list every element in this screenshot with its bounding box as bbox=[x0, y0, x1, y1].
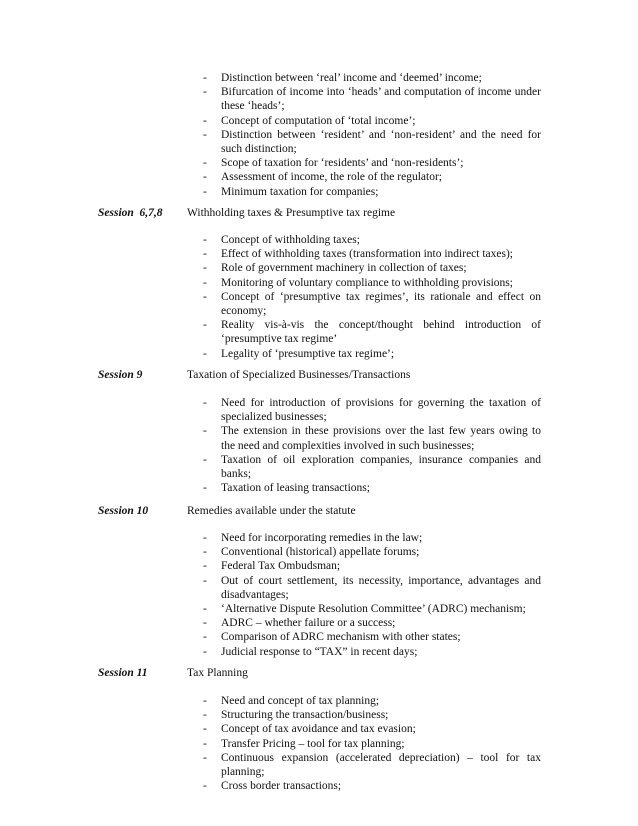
session-label: Session 11 bbox=[98, 667, 148, 679]
list-item: - Transfer Pricing – tool for tax planning; bbox=[203, 737, 405, 750]
dash-bullet: - bbox=[203, 574, 207, 587]
dash-bullet: - bbox=[203, 645, 207, 658]
list-item: - Concept of withholding taxes; bbox=[203, 234, 360, 246]
session-bullet-list bbox=[203, 396, 541, 495]
session-title: Taxation of Specialized Businesses/Transactions bbox=[187, 369, 411, 381]
list-item: - Continuous expansion (accelerated depreciation) – tool for tax planning; bbox=[203, 751, 541, 779]
list-item: - Cross border transactions; bbox=[203, 780, 342, 793]
dash-bullet: - bbox=[203, 128, 207, 141]
session-bullet-list bbox=[203, 694, 541, 793]
dash-bullet: - bbox=[203, 780, 207, 793]
list-item: - Need for introduction of provisions for governing the taxation of specialized businesses; bbox=[203, 397, 541, 424]
dash-bullet: - bbox=[203, 617, 207, 630]
list-item: - Conventional (historical) appellate forums; bbox=[203, 546, 420, 559]
dash-bullet: - bbox=[203, 319, 207, 332]
dash-bullet: - bbox=[203, 631, 207, 644]
dash-bullet: - bbox=[203, 72, 207, 84]
session-label: Session 10 bbox=[98, 505, 149, 517]
list-item: - ‘Alternative Dispute Resolution Committee’ (ADRC) mechanism; bbox=[203, 603, 526, 616]
list-item: - Distinction between ‘resident’ and ‘non-resident’ and the need for such distinction; bbox=[203, 128, 541, 156]
session-title: Withholding taxes & Presumptive tax regime bbox=[187, 207, 396, 219]
list-item: - Need for incorporating remedies in the law; bbox=[203, 532, 423, 544]
dash-bullet: - bbox=[203, 114, 207, 127]
list-item: - Federal Tax Ombudsman; bbox=[203, 560, 341, 573]
list-item: - Distinction between ‘real’ income and ‘deemed’ income; bbox=[203, 72, 482, 84]
list-item: - Minimum taxation for companies; bbox=[203, 185, 379, 198]
list-item: - Effect of withholding taxes (transformation into indirect taxes); bbox=[203, 248, 513, 261]
dash-bullet: - bbox=[203, 347, 207, 360]
session-label: Session 9 bbox=[98, 369, 143, 381]
dash-bullet: - bbox=[203, 425, 207, 438]
list-item: - Structuring the transaction/business; bbox=[203, 709, 389, 722]
list-item: - Role of government machinery in collection of taxes; bbox=[203, 262, 467, 275]
dash-bullet: - bbox=[203, 234, 207, 246]
dash-bullet: - bbox=[203, 262, 207, 275]
list-item: - Judicial response to “TAX” in recent days; bbox=[203, 645, 418, 658]
list-item: - ADRC – whether failure or a success; bbox=[203, 617, 396, 630]
dash-bullet: - bbox=[203, 453, 207, 466]
dash-bullet: - bbox=[203, 546, 207, 559]
dash-bullet: - bbox=[203, 171, 207, 184]
session-label: Session 6,7,8 bbox=[98, 207, 163, 219]
list-item: - Concept of computation of ‘total income’; bbox=[203, 114, 416, 127]
dash-bullet: - bbox=[203, 737, 207, 750]
list-item: - Assessment of income, the role of the regulator; bbox=[203, 171, 442, 184]
session-title: Tax Planning bbox=[187, 667, 248, 679]
dash-bullet: - bbox=[203, 397, 207, 409]
dash-bullet: - bbox=[203, 695, 207, 707]
list-item: - Scope of taxation for ‘residents’ and ‘non-residents’; bbox=[203, 157, 464, 170]
list-item: - Monitoring of voluntary compliance to withholding provisions; bbox=[203, 276, 513, 289]
list-item: - Taxation of oil exploration companies, insurance companies and banks; bbox=[203, 453, 541, 481]
dash-bullet: - bbox=[203, 603, 207, 616]
list-item: - Reality vis-à-vis the concept/thought behind introduction of ‘presumptive tax regime’ bbox=[203, 319, 541, 346]
dash-bullet: - bbox=[203, 185, 207, 198]
dash-bullet: - bbox=[203, 276, 207, 289]
session-bullet-list bbox=[203, 233, 541, 361]
list-item: - Bifurcation of income into ‘heads’ and computation of income under these ‘heads’; bbox=[203, 86, 541, 113]
dash-bullet: - bbox=[203, 290, 207, 303]
session-bullet-list bbox=[203, 531, 541, 659]
list-item: - Concept of tax avoidance and tax evasion; bbox=[203, 723, 416, 736]
dash-bullet: - bbox=[203, 751, 207, 764]
list-item: - Legality of ‘presumptive tax regime’; bbox=[203, 347, 395, 360]
dash-bullet: - bbox=[203, 560, 207, 573]
dash-bullet: - bbox=[203, 709, 207, 722]
dash-bullet: - bbox=[203, 157, 207, 170]
list-item: - Need and concept of tax planning; bbox=[203, 695, 380, 707]
list-item: - Taxation of leasing transactions; bbox=[203, 482, 370, 495]
dash-bullet: - bbox=[203, 248, 207, 261]
list-item: - Concept of ‘presumptive tax regimes’, its rationale and effect on economy; bbox=[203, 290, 541, 318]
list-item: - Comparison of ADRC mechanism with other states; bbox=[203, 631, 461, 644]
dash-bullet: - bbox=[203, 532, 207, 544]
dash-bullet: - bbox=[203, 723, 207, 736]
list-item: - The extension in these provisions over the last few years owing to the need and complexities involved in such businesses; bbox=[203, 425, 541, 452]
dash-bullet: - bbox=[203, 86, 207, 99]
session-title: Remedies available under the statute bbox=[187, 505, 356, 517]
dash-bullet: - bbox=[203, 482, 207, 495]
intro-bullet-list bbox=[203, 71, 541, 199]
list-item: - Out of court settlement, its necessity, importance, advantages and disadvantages; bbox=[203, 574, 541, 601]
